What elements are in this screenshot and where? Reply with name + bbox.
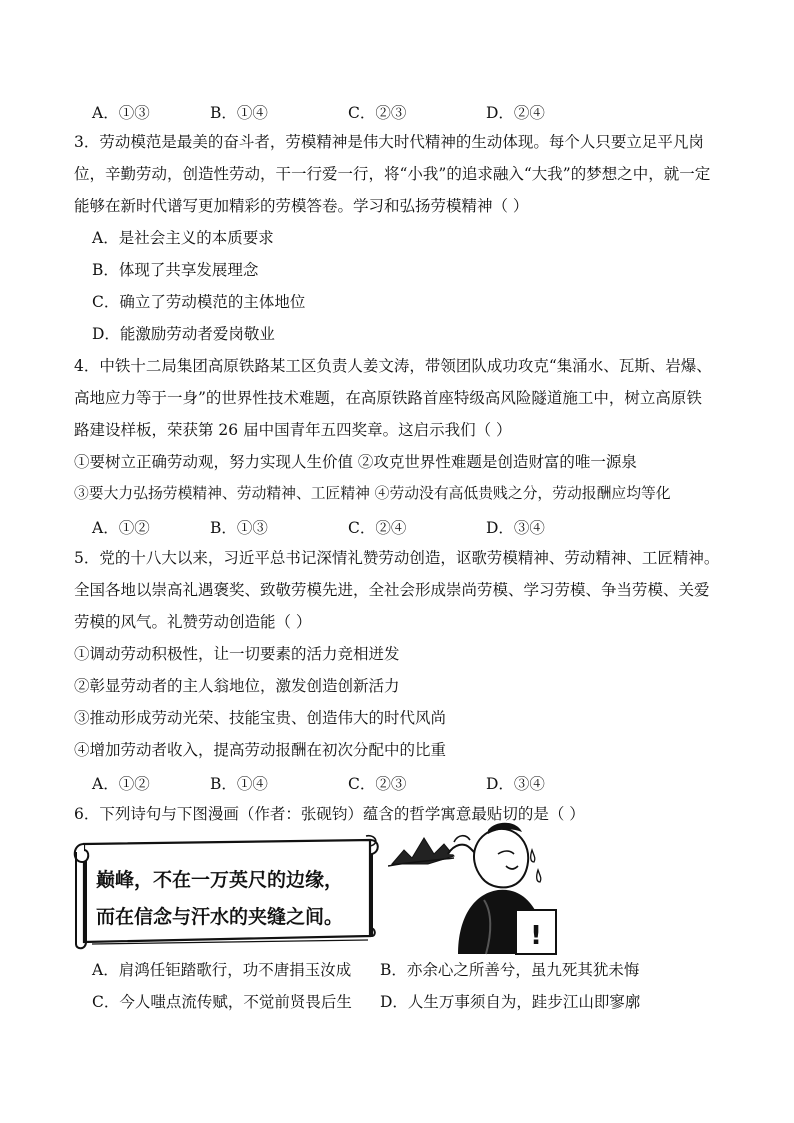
q4-option-d[interactable]: D．③④ bbox=[486, 519, 545, 537]
q5-statement-3: ③推动形成劳动光荣、技能宝贵、创造伟大的时代风尚 bbox=[74, 709, 447, 727]
q4-statements-line-1: ①要树立正确劳动观，努力实现人生价值 ②攻克世界性难题是创造财富的唯一源泉 bbox=[74, 453, 637, 471]
q2-option-a[interactable]: A．①③ bbox=[92, 104, 150, 122]
q3-option-b[interactable]: B．体现了共享发展理念 bbox=[92, 261, 259, 279]
cartoon-exclamation-mark: ! bbox=[530, 921, 542, 951]
q4-statements-line-2: ③要大力弘扬劳模精神、劳动精神、工匠精神 ④劳动没有高低贵贱之分，劳动报酬应均等化 bbox=[74, 485, 671, 502]
q5-stem-line-2: 全国各地以崇高礼遇褒奖、致敬劳模先进，全社会形成崇尚劳模、学习劳模、争当劳模、关爱 bbox=[74, 581, 710, 599]
cartoon-illustration bbox=[388, 820, 560, 956]
q3-stem-line-1: 3．劳动模范是最美的奋斗者，劳模精神是伟大时代精神的生动体现。每个人只要立足平凡岗 bbox=[74, 133, 704, 151]
cartoon-line-2: 而在信念与汗水的夹缝之间。 bbox=[96, 906, 344, 928]
q4-option-b[interactable]: B．①③ bbox=[210, 519, 268, 537]
q6-stem: 6．下列诗句与下图漫画（作者：张砚钧）蕴含的哲学寓意最贴切的是（ ） bbox=[74, 805, 585, 823]
q2-option-b[interactable]: B．①④ bbox=[210, 104, 268, 122]
q3-option-d[interactable]: D．能激励劳动者爱岗敬业 bbox=[92, 325, 275, 343]
q5-statement-1: ①调动劳动积极性，让一切要素的活力竞相迸发 bbox=[74, 645, 400, 663]
q5-option-b[interactable]: B．①④ bbox=[210, 775, 268, 793]
q5-statement-2: ②彰显劳动者的主人翁地位，激发创造创新活力 bbox=[74, 677, 400, 695]
q4-stem-line-1: 4．中铁十二局集团高原铁路某工区负责人姜文涛，带领团队成功攻克“集涌水、瓦斯、岩爆、 bbox=[74, 357, 712, 375]
q4-option-c[interactable]: C．②④ bbox=[348, 519, 407, 537]
q5-option-a[interactable]: A．①② bbox=[92, 775, 150, 793]
q6-option-d[interactable]: D．人生万事须自为，跬步江山即寥廓 bbox=[380, 993, 641, 1011]
q3-stem-line-3: 能够在新时代谱写更加精彩的劳模答卷。学习和弘扬劳模精神（ ） bbox=[74, 197, 529, 215]
q3-option-c[interactable]: C．确立了劳动模范的主体地位 bbox=[92, 293, 306, 311]
q6-option-b[interactable]: B．亦余心之所善兮，虽九死其犹未悔 bbox=[380, 961, 640, 979]
q6-option-a[interactable]: A．肩鸿任钜踏歌行，功不唐捐玉汝成 bbox=[92, 961, 352, 979]
q2-option-c[interactable]: C．②③ bbox=[348, 104, 407, 122]
q5-stem-line-3: 劳模的风气。礼赞劳动创造能（ ） bbox=[74, 613, 312, 631]
q4-option-a[interactable]: A．①② bbox=[92, 519, 150, 537]
climber-figure-graphic bbox=[388, 820, 560, 956]
cartoon-line-1: 巅峰，不在一万英尺的边缘， bbox=[96, 869, 344, 891]
cartoon-scroll bbox=[70, 832, 382, 952]
q4-stem-line-3: 路建设样板，荣获第 26 届中国青年五四奖章。这启示我们（ ） bbox=[74, 421, 512, 439]
q4-stem-line-2: 高地应力等于一身”的世界性技术难题，在高原铁路首座特级高风险隧道施工中，树立高原铁 bbox=[74, 389, 702, 407]
q3-option-a[interactable]: A．是社会主义的本质要求 bbox=[92, 229, 274, 247]
q2-option-d[interactable]: D．②④ bbox=[486, 104, 545, 122]
q5-stem-line-1: 5．党的十八大以来，习近平总书记深情礼赞劳动创造，讴歌劳模精神、劳动精神、工匠精神。 bbox=[74, 549, 720, 567]
q3-stem-line-2: 位，辛勤劳动，创造性劳动，干一行爱一行，将“小我”的追求融入“大我”的梦想之中，就一定 bbox=[74, 165, 711, 183]
q5-statement-4: ④增加劳动者收入，提高劳动报酬在初次分配中的比重 bbox=[74, 741, 447, 759]
q5-option-c[interactable]: C．②③ bbox=[348, 775, 407, 793]
q5-option-d[interactable]: D．③④ bbox=[486, 775, 545, 793]
scroll-frame-graphic bbox=[70, 832, 382, 952]
q6-option-c[interactable]: C．今人嗤点流传赋，不觉前贤畏后生 bbox=[92, 993, 352, 1011]
